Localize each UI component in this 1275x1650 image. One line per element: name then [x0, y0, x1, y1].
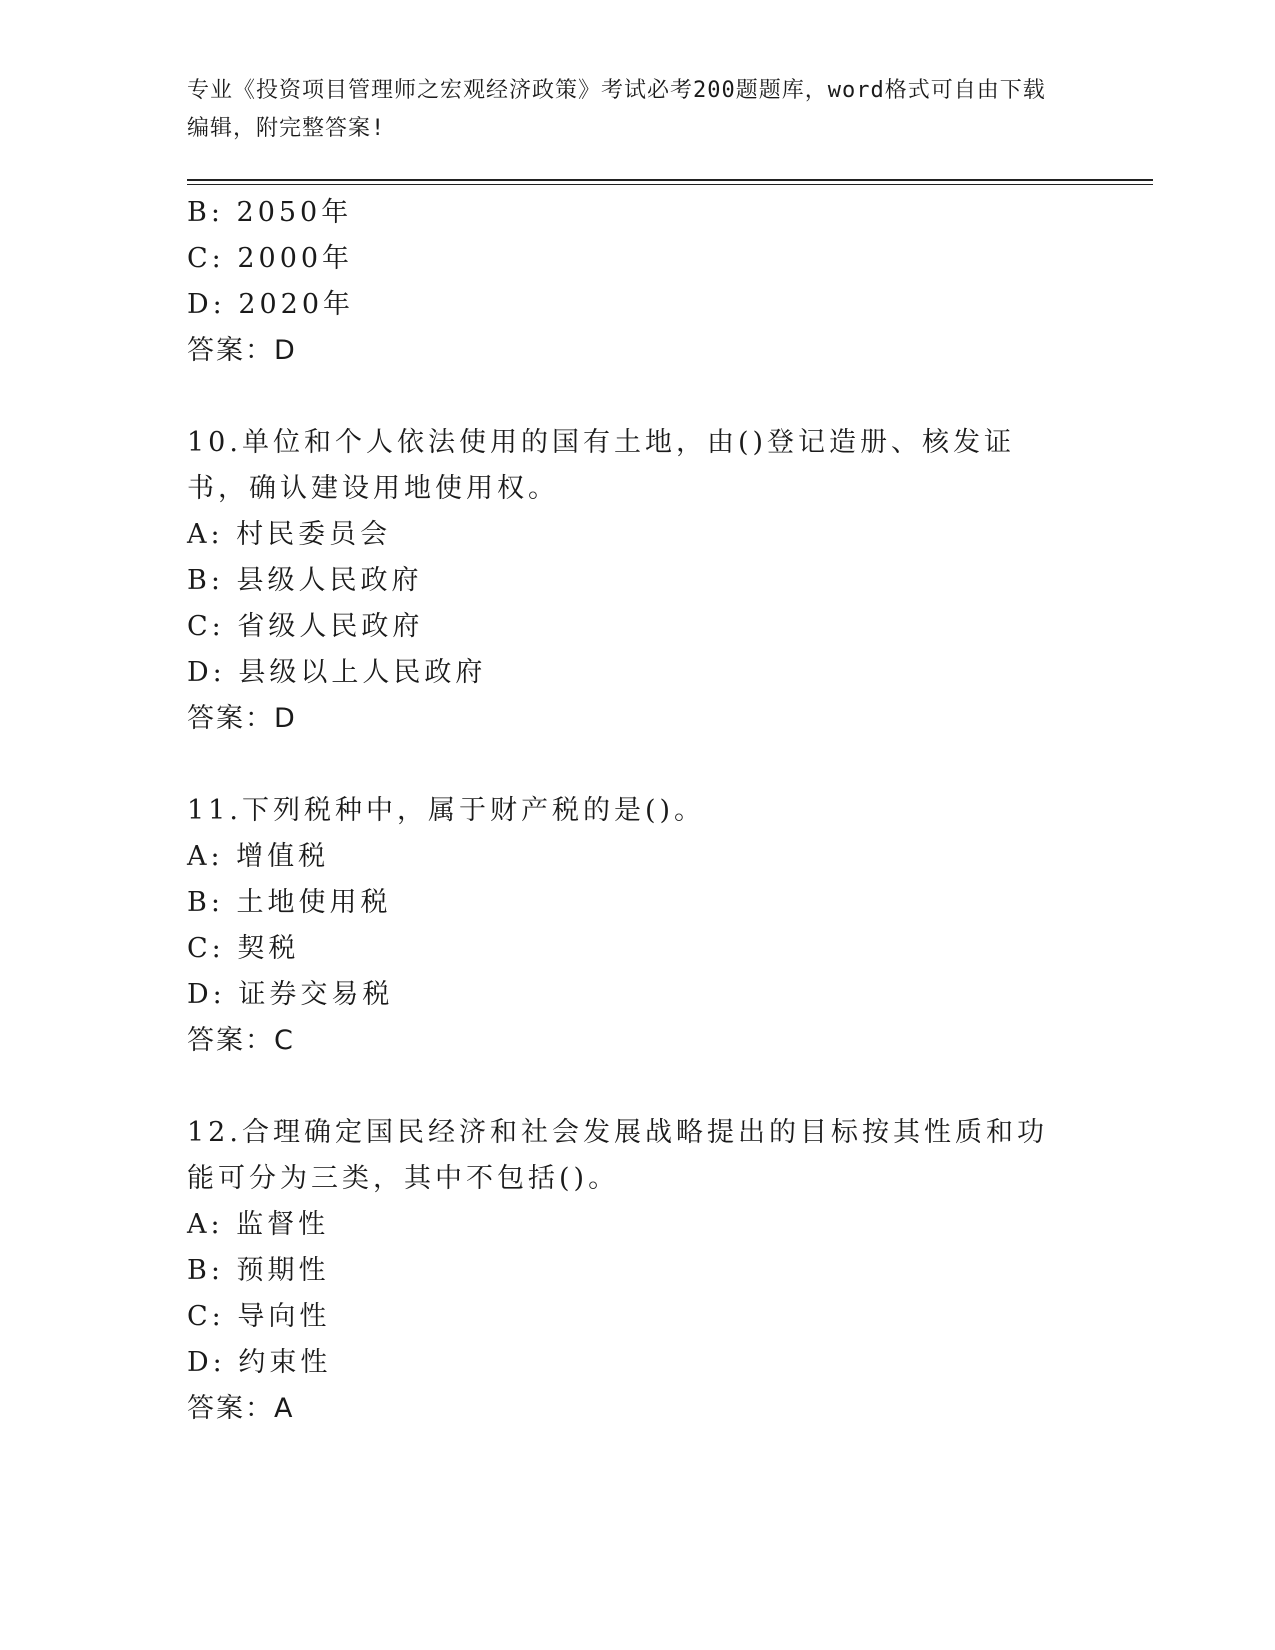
option-d: D: 证券交易税 [187, 979, 394, 1010]
option-b: B: 土地使用税 [187, 887, 392, 918]
question-stem: 12.合理确定国民经济和社会发展战略提出的目标按其性质和功能可分为三类，其中不包括()。 [187, 1117, 1048, 1194]
option-a: A: 增值税 [187, 841, 330, 872]
question-list [187, 190, 1087, 1432]
question-11 [187, 788, 1087, 1064]
option-a: A: 监督性 [187, 1209, 330, 1240]
answer-line: 答案：A [187, 1393, 295, 1424]
option-b: B: 预期性 [187, 1255, 330, 1286]
question-stem: 11.下列税种中，属于财产税的是()。 [187, 795, 706, 826]
header-divider-thin [187, 184, 1153, 185]
answer-line: 答案：D [187, 335, 297, 366]
answer-line: 答案：D [187, 703, 297, 734]
option-a: A: 村民委员会 [187, 519, 392, 550]
header-divider-thick [187, 179, 1153, 181]
option-c: C: 2000年 [187, 243, 354, 274]
answer-line: 答案：C [187, 1025, 295, 1056]
option-c: C: 省级人民政府 [187, 611, 424, 642]
question-12 [187, 1110, 1087, 1432]
question-10 [187, 420, 1087, 742]
carryover-question [187, 190, 1087, 374]
option-b: B: 县级人民政府 [187, 565, 423, 596]
option-b: B: 2050年 [187, 197, 353, 228]
option-d: D: 县级以上人民政府 [187, 657, 487, 688]
option-d: D: 2020年 [187, 289, 355, 320]
option-c: C: 契税 [187, 933, 300, 964]
option-d: D: 约束性 [187, 1347, 332, 1378]
document-header: 专业《投资项目管理师之宏观经济政策》考试必考200题题库，word格式可自由下载编辑，附完整答案! [187, 78, 1046, 141]
question-stem: 10.单位和个人依法使用的国有土地，由()登记造册、核发证书，确认建设用地使用权。 [187, 427, 1016, 504]
option-c: C: 导向性 [187, 1301, 331, 1332]
